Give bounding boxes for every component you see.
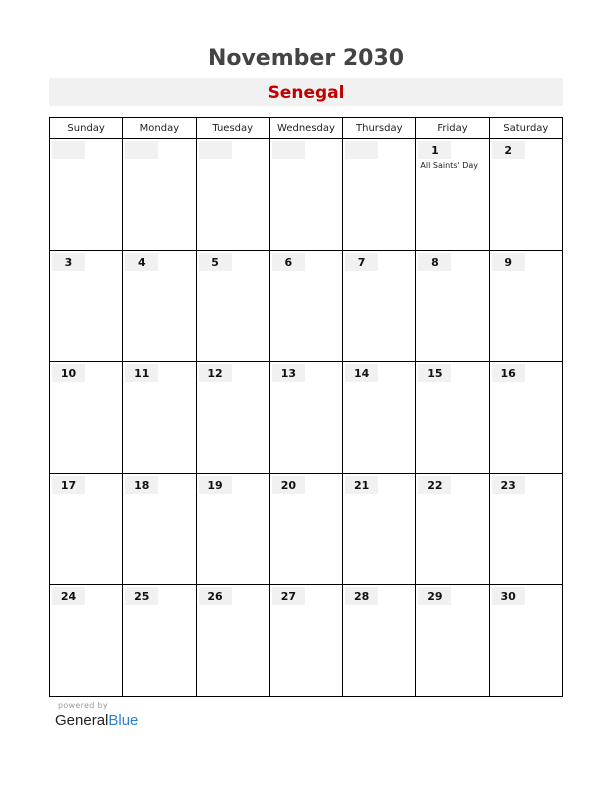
calendar-grid <box>49 117 563 697</box>
day-number: 27 <box>272 587 305 605</box>
generalblue-logo[interactable] <box>55 712 138 729</box>
day-cell <box>50 139 123 251</box>
day-cell <box>343 251 416 363</box>
day-number: 9 <box>492 253 525 271</box>
country-name: Senegal <box>267 83 345 103</box>
day-cell <box>50 585 123 697</box>
day-cell <box>490 139 563 251</box>
day-number: 25 <box>125 587 158 605</box>
day-number: 4 <box>125 253 158 271</box>
day-number: 12 <box>199 364 232 382</box>
brand-blue-text: Blue <box>108 712 139 729</box>
week-row <box>50 139 563 251</box>
day-cell <box>270 251 343 363</box>
day-cell <box>197 585 270 697</box>
day-cell <box>416 251 489 363</box>
day-cell <box>123 474 196 586</box>
day-cell <box>416 474 489 586</box>
day-number: 23 <box>492 476 525 494</box>
day-number: 17 <box>52 476 85 494</box>
brand-general-text: General <box>55 712 109 729</box>
day-cell <box>343 474 416 586</box>
day-number: 1 <box>418 141 451 159</box>
day-cell <box>490 362 563 474</box>
week-row <box>50 585 563 697</box>
weekday-header-monday: Monday <box>123 118 196 139</box>
day-number: 20 <box>272 476 305 494</box>
day-number: 14 <box>345 364 378 382</box>
day-cell <box>416 362 489 474</box>
day-cell <box>123 585 196 697</box>
day-number: 13 <box>272 364 305 382</box>
day-number: 21 <box>345 476 378 494</box>
day-number <box>272 141 305 159</box>
day-number: 3 <box>52 253 85 271</box>
week-row <box>50 474 563 586</box>
day-number: 26 <box>199 587 232 605</box>
powered-by-label: powered by <box>58 701 108 710</box>
day-number: 2 <box>492 141 525 159</box>
weeks-container <box>50 139 563 697</box>
day-cell <box>270 585 343 697</box>
week-row <box>50 362 563 474</box>
weekday-header-saturday: Saturday <box>490 118 563 139</box>
weekday-header-thursday: Thursday <box>343 118 416 139</box>
day-number: 6 <box>272 253 305 271</box>
day-number <box>345 141 378 159</box>
day-cell <box>270 474 343 586</box>
day-cell <box>50 251 123 363</box>
day-number: 30 <box>492 587 525 605</box>
day-cell <box>416 585 489 697</box>
page-title: November 2030 <box>207 46 405 71</box>
day-number: 18 <box>125 476 158 494</box>
day-cell <box>270 362 343 474</box>
day-number: 7 <box>345 253 378 271</box>
day-cell <box>123 362 196 474</box>
day-cell <box>270 139 343 251</box>
weekday-header-tuesday: Tuesday <box>197 118 270 139</box>
day-number: 10 <box>52 364 85 382</box>
week-row <box>50 251 563 363</box>
day-cell <box>490 474 563 586</box>
day-number: 22 <box>418 476 451 494</box>
day-number: 29 <box>418 587 451 605</box>
day-cell <box>197 139 270 251</box>
day-number: 5 <box>199 253 232 271</box>
day-number: 19 <box>199 476 232 494</box>
day-cell <box>490 585 563 697</box>
day-number: 11 <box>125 364 158 382</box>
day-number <box>199 141 232 159</box>
day-number: 8 <box>418 253 451 271</box>
day-number <box>52 141 85 159</box>
weekday-header-sunday: Sunday <box>50 118 123 139</box>
day-cell <box>123 139 196 251</box>
holiday-label: All Saints' Day <box>420 161 478 170</box>
day-cell <box>343 585 416 697</box>
day-number: 15 <box>418 364 451 382</box>
weekday-header-friday: Friday <box>416 118 489 139</box>
day-number: 24 <box>52 587 85 605</box>
day-number: 28 <box>345 587 378 605</box>
day-cell <box>123 251 196 363</box>
weekday-header-row <box>50 118 563 139</box>
day-cell <box>197 362 270 474</box>
day-cell <box>197 474 270 586</box>
day-cell <box>416 139 489 251</box>
day-number <box>125 141 158 159</box>
day-cell <box>50 362 123 474</box>
day-cell <box>50 474 123 586</box>
day-cell <box>197 251 270 363</box>
day-cell <box>490 251 563 363</box>
day-number: 16 <box>492 364 525 382</box>
country-banner <box>49 78 563 106</box>
day-cell <box>343 139 416 251</box>
day-cell <box>343 362 416 474</box>
weekday-header-wednesday: Wednesday <box>270 118 343 139</box>
